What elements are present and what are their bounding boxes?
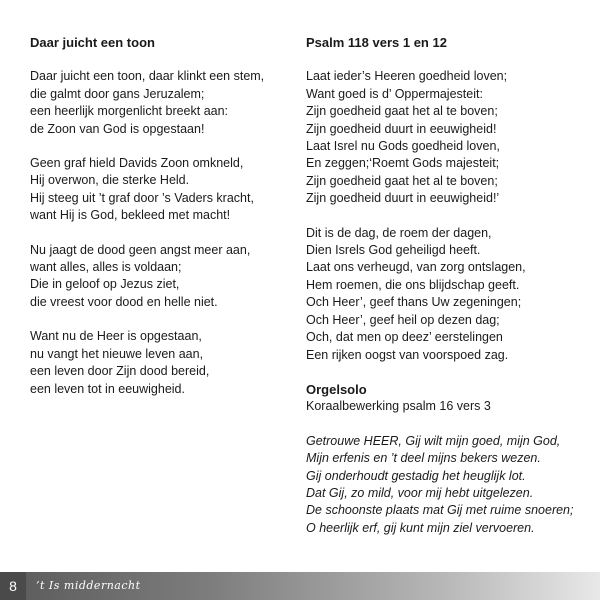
verse-line: De schoonste plaats mat Gij met ruime snoeren; <box>306 503 574 518</box>
verse-line: want Hij is God, bekleed met macht! <box>30 208 231 223</box>
verse-line: Zijn goedheid gaat het al te boven; <box>306 104 498 119</box>
verse-line: een leven door Zijn dood bereid, <box>30 364 210 379</box>
verse-line: En zeggen;‘Roemt Gods majesteit; <box>306 156 500 171</box>
verse-line: Och Heer’, geef heil op dezen dag; <box>306 312 500 327</box>
verse-line: Dien Isrels God geheiligd heeft. <box>306 243 481 258</box>
verse-line: Die in geloof op Jezus ziet, <box>30 277 180 292</box>
right-stanza-1 <box>306 68 576 207</box>
section-title: Orgelsolo <box>306 381 367 397</box>
section-subtitle: Koraalbewerking psalm 16 vers 3 <box>306 399 491 414</box>
verse-line: Nu jaagt de dood geen angst meer aan, <box>30 242 251 257</box>
verse-line: want alles, alles is voldaan; <box>30 260 182 275</box>
verse-line: een heerlijk morgenlicht breekt aan: <box>30 104 229 119</box>
right-title: Psalm 118 vers 1 en 12 <box>306 35 447 50</box>
footer-title: ’t Is middernacht <box>36 579 141 592</box>
left-stanza-3 <box>30 242 290 312</box>
verse-line: Och, dat men op deez’ eerstelingen <box>306 330 503 345</box>
verse-line: Dit is de dag, de roem der dagen, <box>306 225 492 240</box>
verse-line: Zijn goedheid duurt in eeuwigheid!’ <box>306 191 500 206</box>
verse-line: Dat Gij, zo mild, voor mij hebt uitgelezen. <box>306 485 534 500</box>
left-column <box>30 34 290 415</box>
verse-line: Want goed is d’ Oppermajesteit: <box>306 86 483 101</box>
right-stanza-2 <box>306 225 576 364</box>
verse-line: O heerlijk erf, gij kunt mijn ziel vervoeren. <box>306 520 535 535</box>
verse-line: die vreest voor dood en helle niet. <box>30 294 218 309</box>
verse-line: Hij steeg uit ’t graf door ’s Vaders kracht, <box>30 190 254 205</box>
page-number: 8 <box>0 572 26 600</box>
verse-line: Want nu de Heer is opgestaan, <box>30 329 202 344</box>
verse-line: Hem roemen, die ons blijdschap geeft. <box>306 277 520 292</box>
verse-line: Laat Isrel nu Gods goedheid loven, <box>306 139 500 154</box>
verse-line: Laat ons verheugd, van zorg ontslagen, <box>306 260 526 275</box>
italic-stanza <box>306 433 576 537</box>
right-column <box>306 34 576 554</box>
verse-line: Getrouwe HEER, Gij wilt mijn goed, mijn God, <box>306 433 561 448</box>
verse-line: de Zoon van God is opgestaan! <box>30 121 205 136</box>
verse-line: Gij onderhoudt gestadig het heuglijk lot. <box>306 468 526 483</box>
verse-line: nu vangt het nieuwe leven aan, <box>30 346 204 361</box>
verse-line: Och Heer’, geef thans Uw zegeningen; <box>306 295 522 310</box>
verse-line: Daar juicht een toon, daar klinkt een stem, <box>30 69 265 84</box>
verse-line: Hij overwon, die sterke Held. <box>30 173 190 188</box>
verse-line: Zijn goedheid duurt in eeuwigheid! <box>306 121 497 136</box>
verse-line: Geen graf hield Davids Zoon omkneld, <box>30 156 244 171</box>
verse-line: die galmt door gans Jeruzalem; <box>30 86 205 101</box>
left-stanza-2 <box>30 155 290 225</box>
verse-line: Mijn erfenis en ’t deel mijns bekers wezen. <box>306 451 541 466</box>
verse-line: Een rijken oogst van voorspoed zag. <box>306 347 509 362</box>
left-title: Daar juicht een toon <box>30 35 155 50</box>
left-stanza-1 <box>30 68 290 138</box>
left-stanza-4 <box>30 328 290 398</box>
verse-line: Laat ieder’s Heeren goedheid loven; <box>306 69 508 84</box>
page-footer <box>0 572 600 600</box>
verse-line: Zijn goedheid gaat het al te boven; <box>306 173 498 188</box>
verse-line: een leven tot in eeuwigheid. <box>30 381 185 396</box>
